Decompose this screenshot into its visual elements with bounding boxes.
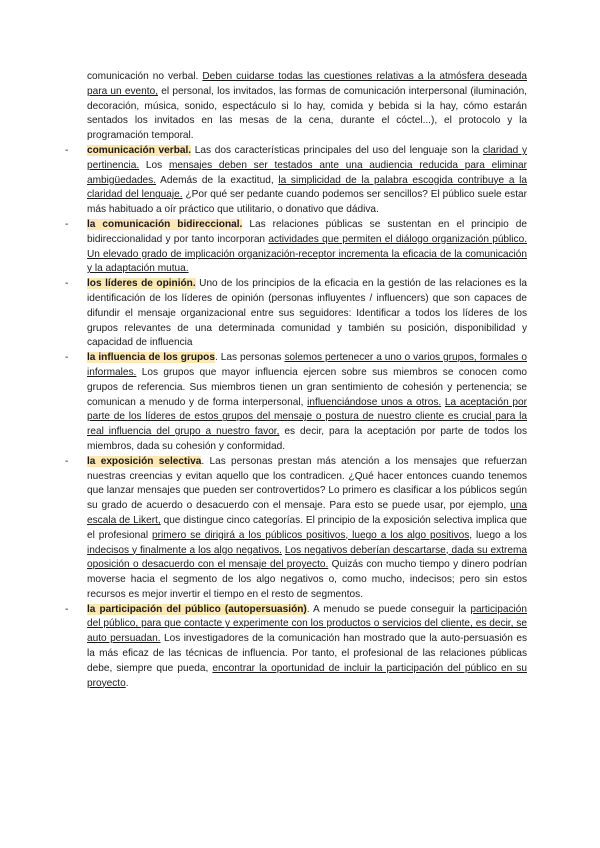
body-text: que distingue cinco categorías. El principio de la exposición selectiva implica que el profesional — [87, 514, 527, 541]
highlighted-heading: los líderes de opinión. — [87, 278, 196, 290]
bullet-dash: - — [65, 144, 69, 156]
list-item — [65, 603, 527, 692]
underlined-text: primero se dirigirá a los públicos positivos, luego a los algo positivos, — [152, 529, 473, 541]
underlined-text: solemos pertenecer a uno o varios grupos, formales o informales. — [87, 352, 527, 378]
underlined-text: participación del público, para que contacte y experimente con los productos o servicios del cliente, es decir, se auto persuadan. — [87, 603, 527, 645]
intro-paragraph — [87, 70, 527, 144]
underlined-text: la simplicidad de la palabra escogida contribuye a la claridad del lenguaje. — [87, 174, 528, 201]
body-text: Los investigadores de la comunicación han mostrado que la auto-persuasión es la más eficaz de las técnicas de influencia. Por tanto, el profesional de las relaciones públicas debe, siempre que pueda, — [87, 633, 527, 674]
underlined-text: actividades que permiten el diálogo organización público. — [268, 233, 527, 245]
bullet-dash: - — [65, 218, 69, 230]
highlighted-heading: la influencia de los grupos — [87, 352, 215, 364]
body-text: Los — [139, 159, 169, 171]
body-text: Los grupos que mayor influencia ejercen sobre sus miembros se conocen como grupos de referencia. Sus miembros tienen un gran sentimiento de cohesión y pertenencia; se comunican a menudo y de forma interpersonal, — [87, 366, 527, 408]
body-text: Las dos características principales del uso del lenguaje son la — [191, 144, 483, 156]
list-item — [65, 144, 528, 218]
highlighted-heading: la exposición selectiva — [87, 455, 202, 467]
highlighted-heading: la comunicación bidireccional. — [87, 218, 243, 230]
body-text: Además de la exactitud, — [156, 174, 279, 186]
body-text: . Las personas — [214, 352, 285, 364]
body-text: luego a los — [472, 529, 527, 541]
underlined-text: una escala de Likert, — [87, 500, 527, 526]
body-text: . — [125, 677, 129, 689]
document-body — [65, 70, 528, 691]
underlined-text: claridad y pertinencia. — [87, 144, 527, 171]
underlined-text: La aceptación por parte de los líderes de estos grupos del mensaje o postura de nuestro cliente es crucial para la real influencia del grupo a nuestro favor, — [87, 396, 527, 438]
body-text: ¿Por qué ser pedante cuando podemos ser sencillos? El público suele estar más habituado a oír práctico que utilitario, o donativo que dádiva. — [87, 189, 527, 216]
underlined-text: Los negativos deberían descartarse, dada su extrema oposición o desacuerdo con el mensaje del proyecto. — [87, 544, 527, 571]
list-item — [65, 455, 528, 603]
list-item — [65, 218, 527, 277]
body-text: el personal, los invitados, las formas de comunicación interpersonal (iluminación, decoración, música, sonido, espectáculo si lo hay, comida y bebida si la hay, cómo estarán sentados los invitados en las mesas de la cena, durante el cóctel...), el protocolo y la programación temporal. — [87, 85, 527, 142]
underlined-text: Deben cuidarse todas las cuestiones relativas a la atmósfera deseada para un evento, — [87, 71, 527, 97]
highlighted-heading: la participación del público (autopersuasión) — [87, 603, 307, 615]
body-text: Uno de los principios de la eficacia en la gestión de las relaciones es la identificación de los líderes de opinión (personas influyentes / influencers) que son capaces de difundir el mensaje organizacional entre sus seguidores: Identificar a todos los líderes de los grupos relevantes de una determinada comunidad y también su posición, disponibilidad y capacidad de influencia — [87, 278, 528, 349]
body-text: . Las personas prestan más atención a los mensajes que refuerzan nuestras creencias y evitan aquello que los contradicen. ¿Qué hacer entonces cuando tenemos que lanzar mensajes que pueden ser controvertidos? Lo primero es clasificar a los públicos según su grado de acuerdo o desacuerdo con el mensaje. Para esto se puede usar, por ejemplo, — [87, 455, 528, 512]
bullet-dash: - — [65, 352, 69, 364]
bullet-dash: - — [65, 603, 69, 615]
body-text: Las relaciones públicas se sustentan en el principio de bidireccionalidad y por tanto incorporan — [87, 218, 527, 245]
body-text: comunicación no verbal. — [87, 71, 203, 82]
underlined-text: encontrar la oportunidad de incluir la participación del público en su proyecto — [87, 662, 527, 689]
body-text: . A menudo se puede conseguir la — [306, 603, 471, 615]
underlined-text: indecisos y finalmente a los algo negativos. — [87, 544, 282, 556]
underlined-text: Un elevado grado de implicación organización-receptor incrementa la eficacia de la comunicación y la adaptación mutua. — [87, 248, 527, 275]
list-item — [65, 277, 528, 351]
underlined-text: mensajes deben ser testados ante una audiencia reducida para eliminar ambigüedades. — [87, 159, 527, 186]
highlighted-heading: comunicación verbal. — [87, 144, 192, 156]
underlined-text: influenciándose unos a otros. — [307, 396, 442, 408]
bullet-dash: - — [65, 455, 69, 467]
body-text: es decir, para la aceptación por parte de todos los miembros, dada su cohesión y conformidad. — [87, 426, 527, 452]
list-item — [65, 351, 527, 455]
body-text: Quizás con mucho tiempo y dinero podrían moverse hacia el segmento de los algo negativos o, como mucho, indecisos; pero sin estos recursos es mejor invertir el tiempo en el resto de segmentos. — [87, 559, 527, 600]
bullet-dash: - — [65, 278, 69, 290]
bullet-list — [65, 144, 528, 691]
